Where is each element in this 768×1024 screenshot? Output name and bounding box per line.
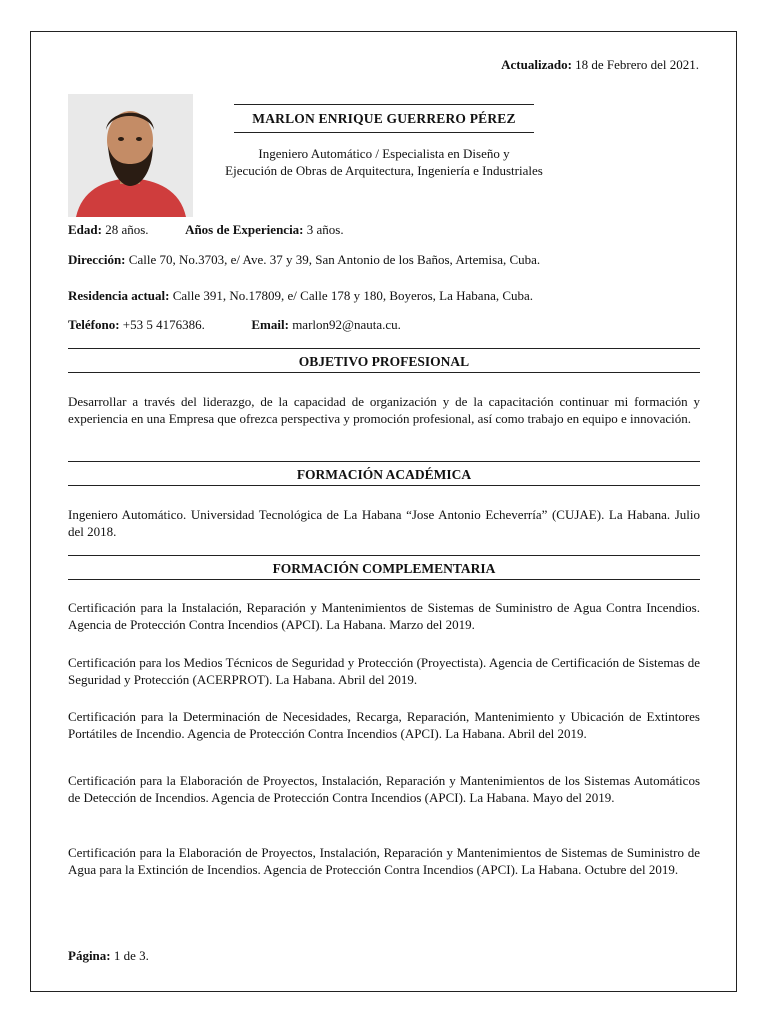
address-line	[68, 251, 540, 268]
certification-item: Certificación para la Instalación, Reparación y Mantenimientos de Sistemas de Suministro de Agua Contra Incendios. Agencia de Protección Contra Incendios (APCI). La Habana. Marzo del 2019.	[68, 600, 700, 632]
job-title-line-2: Ejecución de Obras de Arquitectura, Ingeniería e Industriales	[225, 163, 543, 178]
address-value: Calle 70, No.3703, e/ Ave. 37 y 39, San Antonio de los Baños, Artemisa, Cuba.	[128, 252, 541, 267]
person-photo-icon	[68, 94, 193, 217]
email-label: Email:	[251, 317, 289, 332]
age-value: 28 años.	[105, 222, 149, 237]
certification-item: Certificación para la Determinación de Necesidades, Recarga, Reparación, Mantenimiento y Ubicación de Extintores Portátiles de Incendio. Agencia de Protección Contra Incendios (APCI). La Habana. Abril del 2019.	[68, 709, 700, 741]
email-value[interactable]: marlon92@nauta.cu.	[292, 317, 401, 332]
phone-label: Teléfono:	[68, 317, 120, 332]
job-title-line-1: Ingeniero Automático / Especialista en Diseño y	[258, 146, 510, 161]
experience-label: Años de Experiencia:	[185, 222, 304, 237]
contact-line	[68, 316, 401, 333]
header-block	[196, 104, 572, 179]
job-title	[196, 145, 572, 179]
certification-item: Certificación para la Elaboración de Proyectos, Instalación, Reparación y Mantenimientos de Sistemas de Suministro de Agua para la Extinción de Incendios. Agencia de Protección Contra Incendios (APCI). La Habana. Octubre del 2019.	[68, 845, 700, 877]
phone-value: +53 5 4176386.	[122, 317, 205, 332]
page-number	[68, 947, 149, 964]
education-heading: FORMACIÓN ACADÉMICA	[68, 461, 700, 486]
profile-photo	[68, 94, 193, 217]
certification-item: Certificación para los Medios Técnicos de Seguridad y Protección (Proyectista). Agencia de Certificación de Sistemas de Seguridad y Protección (ACERPROT). La Habana. Abril del 2019.	[68, 655, 700, 687]
objective-text: Desarrollar a través del liderazgo, de la capacidad de organización y de la capacitación continuar mi formación y experiencia en una Empresa que ofrezca perspectiva y promoción profesional, así como trabajo en equipo e innovación.	[68, 394, 700, 426]
complementary-heading: FORMACIÓN COMPLEMENTARIA	[68, 555, 700, 580]
full-name: MARLON ENRIQUE GUERRERO PÉREZ	[252, 111, 516, 126]
name-rule-bottom	[234, 132, 534, 133]
residence-line	[68, 287, 533, 304]
education-text: Ingeniero Automático. Universidad Tecnológica de La Habana “Jose Antonio Echeverría” (CUJAE). La Habana. Julio del 2018.	[68, 507, 700, 539]
residence-label: Residencia actual:	[68, 288, 170, 303]
objective-heading: OBJETIVO PROFESIONAL	[68, 348, 700, 373]
updated-label: Actualizado:	[501, 57, 572, 72]
residence-value: Calle 391, No.17809, e/ Calle 178 y 180, Boyeros, La Habana, Cuba.	[172, 288, 534, 303]
page-value: 1 de 3.	[113, 948, 149, 963]
updated-value: 18 de Febrero del 2021.	[575, 57, 699, 72]
page-label: Página:	[68, 948, 111, 963]
experience-value: 3 años.	[306, 222, 344, 237]
address-label: Dirección:	[68, 252, 126, 267]
age-label: Edad:	[68, 222, 102, 237]
age-experience-line	[68, 221, 344, 238]
updated-date	[501, 56, 699, 73]
certification-item: Certificación para la Elaboración de Proyectos, Instalación, Reparación y Mantenimientos de los Sistemas Automáticos de Detección de Incendios. Agencia de Protección Contra Incendios (APCI). La Habana. Mayo del 2019.	[68, 773, 700, 805]
